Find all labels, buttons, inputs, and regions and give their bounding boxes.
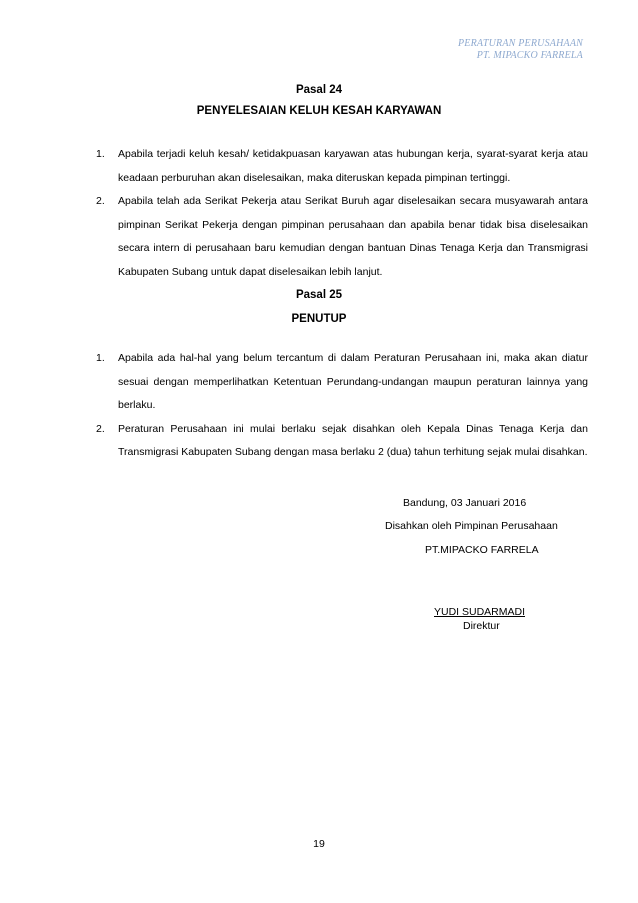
- pasal-24-heading: Pasal 24: [295, 84, 343, 96]
- item-text: Peraturan Perusahaan ini mulai berlaku sejak disahkan oleh Kepala Dinas Tenaga Kerja dan Transmigrasi Kabupaten Subang dengan masa berlaku 2 (dua) tahun terhitung sejak mulai disahkan.: [118, 422, 588, 458]
- item-text: Apabila ada hal-hal yang belum tercantum di dalam Peraturan Perusahaan ini, maka akan diatur sesuai dengan memperlihatkan Ketentuan Perundang-undangan maupun peraturan lainnya yang berlaku.: [118, 352, 588, 411]
- pasal-25-heading: Pasal 25: [295, 289, 343, 301]
- item-number: 2.: [96, 422, 105, 435]
- item-text: Apabila telah ada Serikat Pekerja atau Serikat Buruh agar diselesaikan secara musyawarah antara pimpinan Serikat Pekerja dengan pimpinan perusahaan dan apabila benar tidak bisa diselesaikan secara intern di perusahaan baru kemudian dengan bantuan Dinas Tenaga Kerja dan Transmigrasi Kabupaten Subang untuk dapat diselesaikan lebih lanjut.: [118, 195, 588, 278]
- signatory-name: YUDI SUDARMADI: [434, 606, 526, 618]
- pasal-25-title: PENUTUP: [291, 313, 347, 325]
- pasal-24-title: PENYELESAIAN KELUH KESAH KARYAWAN: [196, 105, 442, 117]
- company-name: PT.MIPACKO FARRELA: [425, 544, 539, 556]
- header-line-2: PT. MIPACKO FARRELA: [476, 50, 583, 61]
- pasal-24-list: [96, 143, 588, 284]
- signatory-position: Direktur: [463, 620, 500, 632]
- list-item: [96, 418, 588, 465]
- header-line-1: PERATURAN PERUSAHAAN: [458, 38, 583, 49]
- document-header: [458, 38, 583, 62]
- place-date: Bandung, 03 Januari 2016: [403, 497, 527, 509]
- approved-by: Disahkan oleh Pimpinan Perusahaan: [385, 520, 558, 532]
- list-item: [96, 190, 588, 284]
- pasal-25-list: [96, 347, 588, 465]
- item-text: Apabila terjadi keluh kesah/ ketidakpuasan karyawan atas hubungan kerja, syarat-syarat kerja atau keadaan perburuhan akan diselesaikan, maka diteruskan kepada pimpinan tertinggi.: [118, 148, 588, 184]
- item-number: 1.: [96, 148, 105, 160]
- list-item: [96, 347, 588, 418]
- list-item: [96, 143, 588, 190]
- item-number: 1.: [96, 352, 105, 364]
- item-number: 2.: [96, 195, 105, 207]
- page-number: 19: [313, 838, 325, 850]
